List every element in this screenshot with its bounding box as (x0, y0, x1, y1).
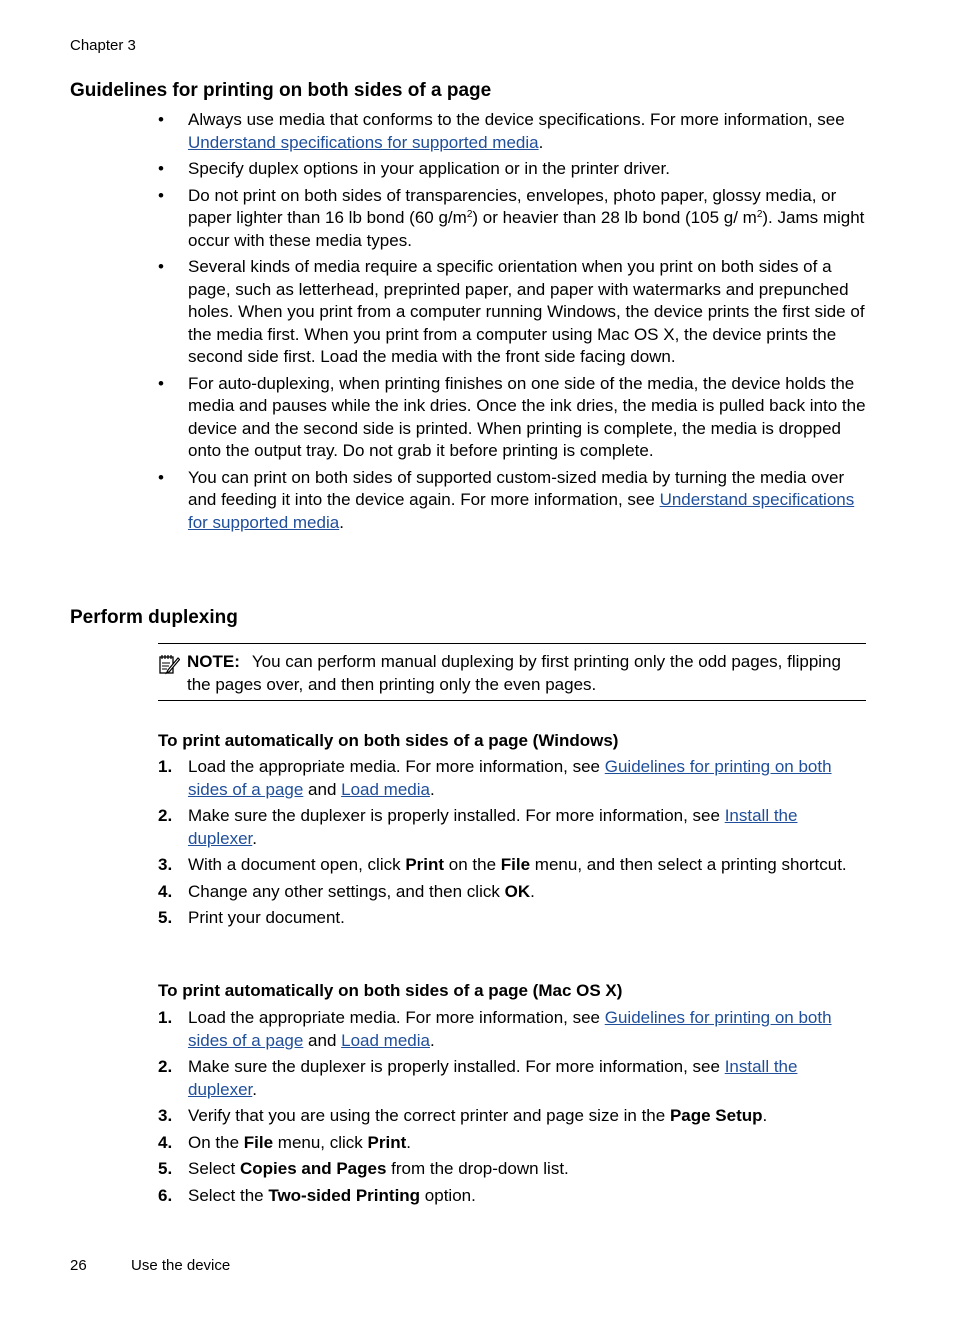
item-text: Load the appropriate media. For more information, see (188, 1008, 605, 1027)
item-text: You can print on both sides of supported custom-sized media by turning the media over and feeding it into the device again. For more information, see (188, 467, 845, 509)
item-text: from the drop-down list. (386, 1159, 569, 1178)
step-number: 3. (158, 1106, 173, 1125)
section-title-guidelines: Guidelines for printing on both sides of a page (70, 80, 492, 101)
list-item (158, 1158, 868, 1181)
link-guidelines[interactable]: Guidelines for printing on both sides of a page (188, 757, 832, 799)
item-text: and (303, 779, 342, 799)
ui-term: Print (367, 1132, 407, 1152)
item-text: Select (188, 1159, 240, 1178)
item-text: option. (420, 1185, 476, 1205)
list-item (158, 756, 868, 801)
step-number: 6. (158, 1185, 173, 1205)
ui-term: File (243, 1132, 274, 1152)
item-text: menu, click (273, 1132, 368, 1152)
superscript: 2 (466, 209, 473, 220)
list-item (158, 1185, 868, 1208)
item-text: . (762, 1106, 768, 1125)
ui-term: Two-sided Printing (268, 1185, 421, 1205)
item-text: Print your document. (188, 908, 345, 927)
ui-term: Print (405, 855, 445, 874)
list-item (158, 109, 868, 154)
item-text: Do not print on both sides of transparencies, envelopes, photo paper, glossy media, or paper lighter than 16 lb bond (60 g/m (188, 185, 837, 227)
item-text: Several kinds of media require a specific orientation when you print on both sides of a page, such as letterhead, preprinted paper, and paper with watermarks and prepunched holes. When you print from a computer running Windows, the device prints the first side of the media first. When you print from a computer using Mac OS X, the device prints the second side first. Load the media with the front side facing down. (188, 257, 865, 366)
item-text: . (429, 1030, 435, 1050)
procedure-title-windows: To print automatically on both sides of a page (Windows) (158, 731, 619, 750)
item-text: . (530, 881, 535, 901)
item-text: Verify that you are using the correct printer and page size in the (188, 1106, 670, 1125)
item-text: With a document open, click (188, 855, 406, 874)
list-item (158, 158, 868, 181)
bullet-icon: • (158, 110, 164, 129)
link-load-media[interactable]: Load media (341, 779, 430, 799)
item-text: . (538, 132, 544, 152)
item-text: . (252, 1079, 258, 1099)
note-text (187, 650, 857, 696)
section-title-duplexing: Perform duplexing (70, 607, 238, 628)
step-number: 5. (158, 1159, 173, 1178)
step-number: 5. (158, 908, 173, 927)
list-item (158, 1007, 868, 1052)
item-text: ). Jams might occur with these media types. (188, 208, 865, 250)
item-text: . (429, 779, 435, 799)
guidelines-list (158, 109, 868, 538)
item-text: menu, and then select a printing shortcut. (530, 855, 847, 874)
list-item (158, 467, 868, 535)
ui-term: Page Setup (669, 1106, 763, 1125)
superscript: 2 (756, 209, 763, 220)
list-item (158, 373, 868, 463)
item-text: Specify duplex options in your application or in the printer driver. (188, 159, 670, 178)
note-body: You can perform manual duplexing by first printing only the odd pages, flipping the pages over, and then printing only the even pages. (187, 652, 841, 694)
item-text: Select the (188, 1185, 269, 1205)
link-supported-media[interactable]: Understand specifications for supported media (188, 490, 855, 532)
page-number: 26 (70, 1257, 87, 1274)
list-item (158, 1105, 868, 1128)
note-label: NOTE: (187, 652, 240, 671)
step-number: 1. (158, 1008, 173, 1027)
step-number: 4. (158, 881, 173, 901)
step-number: 1. (158, 757, 173, 776)
list-item (158, 256, 868, 369)
item-text: On the (188, 1132, 244, 1152)
bullet-icon: • (158, 373, 164, 393)
list-item (158, 854, 868, 877)
step-number: 2. (158, 1057, 173, 1076)
item-text: on the (444, 855, 501, 874)
item-text: ) or heavier than 28 lb bond (105 g/ m (472, 208, 757, 227)
note-box (158, 643, 866, 701)
step-number: 4. (158, 1132, 173, 1152)
list-item (158, 907, 868, 930)
link-guidelines[interactable]: Guidelines for printing on both sides of a page (188, 1008, 832, 1050)
item-text: Load the appropriate media. For more information, see (188, 757, 605, 776)
bullet-icon: • (158, 185, 164, 205)
item-text: Make sure the duplexer is properly installed. For more information, see (188, 1057, 725, 1076)
link-install-duplexer[interactable]: Install the duplexer (188, 1057, 798, 1099)
link-install-duplexer[interactable]: Install the duplexer (188, 806, 798, 848)
list-item (158, 805, 868, 850)
step-number: 2. (158, 806, 173, 825)
ui-term: Copies and Pages (239, 1159, 387, 1178)
ui-term: OK (504, 881, 531, 901)
step-number: 3. (158, 855, 173, 874)
mac-steps (158, 1007, 868, 1211)
item-text: For auto-duplexing, when printing finishes on one side of the media, the device holds the media and pauses while the ink dries. Once the ink dries, the media is pulled back into the device and the second side is printed. When printing is complete, the media is dropped onto the output tray. Do not grab it before printing is complete. (188, 373, 866, 460)
item-text: Change any other settings, and then click (188, 881, 505, 901)
list-item (158, 881, 868, 904)
bullet-icon: • (158, 159, 164, 178)
list-item (158, 185, 868, 253)
link-load-media[interactable]: Load media (341, 1030, 430, 1050)
chapter-label: Chapter 3 (70, 37, 136, 54)
bullet-icon: • (158, 467, 164, 487)
ui-term: File (500, 855, 531, 874)
item-text: Always use media that conforms to the device specifications. For more information, see (188, 110, 845, 129)
list-item (158, 1132, 868, 1155)
list-item (158, 1056, 868, 1101)
item-text: . (339, 512, 344, 532)
footer-section-title: Use the device (131, 1257, 231, 1274)
item-text: and (303, 1030, 342, 1050)
windows-steps (158, 756, 868, 934)
item-text: . (252, 828, 258, 848)
procedure-title-mac: To print automatically on both sides of a page (Mac OS X) (158, 981, 623, 1000)
note-icon (158, 653, 180, 675)
link-supported-media[interactable]: Understand specifications for supported media (188, 132, 539, 152)
bullet-icon: • (158, 257, 164, 276)
item-text: Make sure the duplexer is properly installed. For more information, see (188, 806, 725, 825)
item-text: . (406, 1132, 412, 1152)
